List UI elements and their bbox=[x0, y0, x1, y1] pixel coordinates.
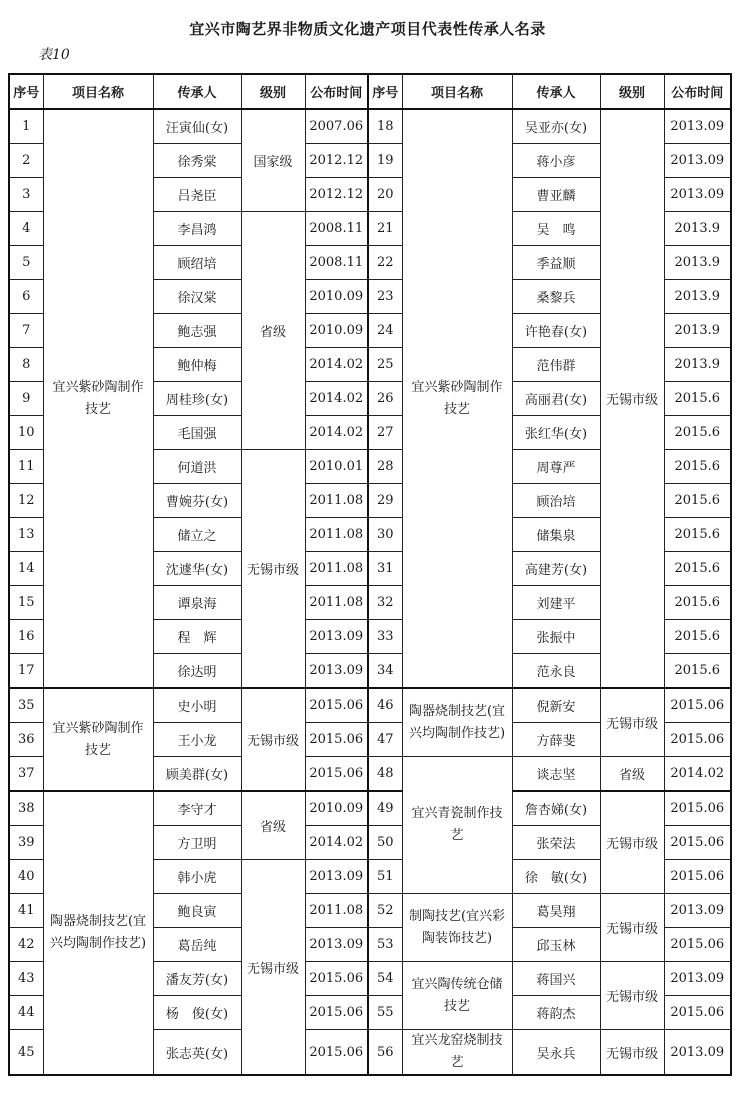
name-cell: 鲍仲梅 bbox=[153, 348, 241, 382]
name-cell: 杨 俊(女) bbox=[153, 996, 241, 1030]
date-cell: 2008.11 bbox=[305, 212, 368, 246]
date-cell: 2015.06 bbox=[305, 688, 368, 723]
name-cell: 季益顺 bbox=[512, 246, 600, 280]
date-cell: 2015.6 bbox=[664, 382, 731, 416]
date-cell: 2013.9 bbox=[664, 348, 731, 382]
table-row bbox=[9, 109, 731, 144]
date-cell: 2015.06 bbox=[305, 962, 368, 996]
index-cell: 19 bbox=[368, 144, 402, 178]
level-cell: 省级 bbox=[600, 757, 664, 792]
project-cell: 制陶技艺(宜兴彩陶装饰技艺) bbox=[402, 894, 512, 962]
index-cell: 8 bbox=[9, 348, 43, 382]
date-cell: 2010.01 bbox=[305, 450, 368, 484]
date-cell: 2011.08 bbox=[305, 518, 368, 552]
index-cell: 32 bbox=[368, 586, 402, 620]
date-cell: 2015.6 bbox=[664, 518, 731, 552]
header-cell: 传承人 bbox=[153, 74, 241, 109]
name-cell: 王小龙 bbox=[153, 723, 241, 757]
index-cell: 44 bbox=[9, 996, 43, 1030]
heritage-table bbox=[8, 73, 732, 1076]
date-cell: 2015.06 bbox=[305, 723, 368, 757]
name-cell: 谭泉海 bbox=[153, 586, 241, 620]
name-cell: 倪新安 bbox=[512, 688, 600, 723]
index-cell: 12 bbox=[9, 484, 43, 518]
date-cell: 2015.06 bbox=[664, 928, 731, 962]
name-cell: 顾绍培 bbox=[153, 246, 241, 280]
level-cell: 无锡市级 bbox=[241, 450, 305, 689]
date-cell: 2015.6 bbox=[664, 416, 731, 450]
index-cell: 29 bbox=[368, 484, 402, 518]
project-cell: 陶器烧制技艺(宜兴均陶制作技艺) bbox=[402, 688, 512, 757]
name-cell: 詹杏娣(女) bbox=[512, 791, 600, 826]
date-cell: 2011.08 bbox=[305, 894, 368, 928]
date-cell: 2013.09 bbox=[305, 928, 368, 962]
index-cell: 35 bbox=[9, 688, 43, 723]
date-cell: 2013.09 bbox=[305, 860, 368, 894]
name-cell: 谈志坚 bbox=[512, 757, 600, 792]
index-cell: 30 bbox=[368, 518, 402, 552]
level-cell: 无锡市级 bbox=[241, 860, 305, 1076]
name-cell: 汪寅仙(女) bbox=[153, 109, 241, 144]
index-cell: 22 bbox=[368, 246, 402, 280]
header-cell: 项目名称 bbox=[402, 74, 512, 109]
project-cell: 陶器烧制技艺(宜兴均陶制作技艺) bbox=[43, 791, 153, 1075]
index-cell: 24 bbox=[368, 314, 402, 348]
name-cell: 周桂珍(女) bbox=[153, 382, 241, 416]
level-cell: 无锡市级 bbox=[241, 688, 305, 791]
date-cell: 2015.06 bbox=[664, 860, 731, 894]
index-cell: 13 bbox=[9, 518, 43, 552]
index-cell: 3 bbox=[9, 178, 43, 212]
name-cell: 顾美群(女) bbox=[153, 757, 241, 792]
date-cell: 2013.09 bbox=[664, 894, 731, 928]
level-cell: 无锡市级 bbox=[600, 962, 664, 1030]
index-cell: 55 bbox=[368, 996, 402, 1030]
page-title: 宜兴市陶艺界非物质文化遗产项目代表性传承人名录 bbox=[189, 20, 546, 38]
name-cell: 曹婉芬(女) bbox=[153, 484, 241, 518]
header-cell: 项目名称 bbox=[43, 74, 153, 109]
index-cell: 27 bbox=[368, 416, 402, 450]
index-cell: 26 bbox=[368, 382, 402, 416]
level-cell: 省级 bbox=[241, 791, 305, 860]
header-cell: 级别 bbox=[600, 74, 664, 109]
level-cell: 无锡市级 bbox=[600, 791, 664, 894]
name-cell: 徐达明 bbox=[153, 654, 241, 689]
level-cell: 无锡市级 bbox=[600, 1030, 664, 1076]
name-cell: 储立之 bbox=[153, 518, 241, 552]
name-cell: 方卫明 bbox=[153, 826, 241, 860]
date-cell: 2011.08 bbox=[305, 586, 368, 620]
date-cell: 2013.9 bbox=[664, 246, 731, 280]
name-cell: 储集泉 bbox=[512, 518, 600, 552]
name-cell: 徐 敏(女) bbox=[512, 860, 600, 894]
date-cell: 2013.9 bbox=[664, 280, 731, 314]
name-cell: 李守才 bbox=[153, 791, 241, 826]
date-cell: 2014.02 bbox=[664, 757, 731, 792]
project-cell: 宜兴紫砂陶制作技艺 bbox=[402, 109, 512, 688]
index-cell: 46 bbox=[368, 688, 402, 723]
date-cell: 2015.6 bbox=[664, 620, 731, 654]
index-cell: 1 bbox=[9, 109, 43, 144]
index-cell: 54 bbox=[368, 962, 402, 996]
index-cell: 15 bbox=[9, 586, 43, 620]
level-cell: 无锡市级 bbox=[600, 688, 664, 757]
index-cell: 45 bbox=[9, 1030, 43, 1076]
index-cell: 7 bbox=[9, 314, 43, 348]
name-cell: 沈遽华(女) bbox=[153, 552, 241, 586]
index-cell: 28 bbox=[368, 450, 402, 484]
name-cell: 桑黎兵 bbox=[512, 280, 600, 314]
date-cell: 2014.02 bbox=[305, 826, 368, 860]
index-cell: 33 bbox=[368, 620, 402, 654]
index-cell: 2 bbox=[9, 144, 43, 178]
date-cell: 2012.12 bbox=[305, 178, 368, 212]
name-cell: 吴 鸣 bbox=[512, 212, 600, 246]
name-cell: 蒋国兴 bbox=[512, 962, 600, 996]
date-cell: 2015.6 bbox=[664, 484, 731, 518]
project-cell: 宜兴紫砂陶制作技艺 bbox=[43, 109, 153, 688]
date-cell: 2013.09 bbox=[664, 962, 731, 996]
header-cell: 公布时间 bbox=[305, 74, 368, 109]
date-cell: 2013.09 bbox=[664, 144, 731, 178]
date-cell: 2015.6 bbox=[664, 552, 731, 586]
level-cell: 无锡市级 bbox=[600, 109, 664, 688]
index-cell: 50 bbox=[368, 826, 402, 860]
date-cell: 2010.09 bbox=[305, 791, 368, 826]
index-cell: 31 bbox=[368, 552, 402, 586]
name-cell: 鲍志强 bbox=[153, 314, 241, 348]
index-cell: 14 bbox=[9, 552, 43, 586]
name-cell: 高丽君(女) bbox=[512, 382, 600, 416]
name-cell: 范伟群 bbox=[512, 348, 600, 382]
index-cell: 38 bbox=[9, 791, 43, 826]
name-cell: 鲍良寅 bbox=[153, 894, 241, 928]
name-cell: 蒋小彦 bbox=[512, 144, 600, 178]
index-cell: 40 bbox=[9, 860, 43, 894]
header-row bbox=[9, 74, 731, 109]
date-cell: 2015.6 bbox=[664, 450, 731, 484]
date-cell: 2012.12 bbox=[305, 144, 368, 178]
index-cell: 4 bbox=[9, 212, 43, 246]
date-cell: 2008.11 bbox=[305, 246, 368, 280]
index-cell: 9 bbox=[9, 382, 43, 416]
date-cell: 2015.6 bbox=[664, 586, 731, 620]
index-cell: 20 bbox=[368, 178, 402, 212]
name-cell: 吴永兵 bbox=[512, 1030, 600, 1076]
name-cell: 葛昊翔 bbox=[512, 894, 600, 928]
index-cell: 42 bbox=[9, 928, 43, 962]
index-cell: 53 bbox=[368, 928, 402, 962]
index-cell: 34 bbox=[368, 654, 402, 689]
name-cell: 程 辉 bbox=[153, 620, 241, 654]
name-cell: 吕尧臣 bbox=[153, 178, 241, 212]
name-cell: 邱玉林 bbox=[512, 928, 600, 962]
index-cell: 6 bbox=[9, 280, 43, 314]
date-cell: 2013.09 bbox=[664, 109, 731, 144]
level-cell: 无锡市级 bbox=[600, 894, 664, 962]
date-cell: 2014.02 bbox=[305, 382, 368, 416]
date-cell: 2013.09 bbox=[664, 178, 731, 212]
project-cell: 宜兴龙窑烧制技艺 bbox=[402, 1030, 512, 1076]
index-cell: 17 bbox=[9, 654, 43, 689]
name-cell: 毛国强 bbox=[153, 416, 241, 450]
index-cell: 43 bbox=[9, 962, 43, 996]
index-cell: 52 bbox=[368, 894, 402, 928]
table-label: 表10 bbox=[38, 47, 70, 63]
name-cell: 史小明 bbox=[153, 688, 241, 723]
date-cell: 2010.09 bbox=[305, 314, 368, 348]
date-cell: 2013.09 bbox=[664, 1030, 731, 1076]
date-cell: 2013.09 bbox=[305, 654, 368, 689]
header-cell: 序号 bbox=[9, 74, 43, 109]
date-cell: 2010.09 bbox=[305, 280, 368, 314]
index-cell: 37 bbox=[9, 757, 43, 792]
header-cell: 级别 bbox=[241, 74, 305, 109]
table-row bbox=[9, 688, 731, 723]
name-cell: 葛岳纯 bbox=[153, 928, 241, 962]
name-cell: 方薛斐 bbox=[512, 723, 600, 757]
index-cell: 56 bbox=[368, 1030, 402, 1076]
index-cell: 49 bbox=[368, 791, 402, 826]
index-cell: 23 bbox=[368, 280, 402, 314]
index-cell: 25 bbox=[368, 348, 402, 382]
date-cell: 2015.6 bbox=[664, 654, 731, 689]
date-cell: 2013.9 bbox=[664, 212, 731, 246]
project-cell: 宜兴紫砂陶制作技艺 bbox=[43, 688, 153, 791]
index-cell: 16 bbox=[9, 620, 43, 654]
date-cell: 2015.06 bbox=[664, 723, 731, 757]
name-cell: 韩小虎 bbox=[153, 860, 241, 894]
name-cell: 蒋韵杰 bbox=[512, 996, 600, 1030]
date-cell: 2014.02 bbox=[305, 416, 368, 450]
date-cell: 2014.02 bbox=[305, 348, 368, 382]
name-cell: 高建芳(女) bbox=[512, 552, 600, 586]
index-cell: 51 bbox=[368, 860, 402, 894]
name-cell: 徐秀棠 bbox=[153, 144, 241, 178]
index-cell: 39 bbox=[9, 826, 43, 860]
project-cell: 宜兴青瓷制作技艺 bbox=[402, 757, 512, 894]
index-cell: 10 bbox=[9, 416, 43, 450]
name-cell: 顾治培 bbox=[512, 484, 600, 518]
date-cell: 2015.06 bbox=[664, 996, 731, 1030]
name-cell: 周尊严 bbox=[512, 450, 600, 484]
name-cell: 何道洪 bbox=[153, 450, 241, 484]
name-cell: 张志英(女) bbox=[153, 1030, 241, 1076]
name-cell: 刘建平 bbox=[512, 586, 600, 620]
name-cell: 许艳春(女) bbox=[512, 314, 600, 348]
index-cell: 11 bbox=[9, 450, 43, 484]
header-cell: 传承人 bbox=[512, 74, 600, 109]
index-cell: 5 bbox=[9, 246, 43, 280]
index-cell: 48 bbox=[368, 757, 402, 792]
name-cell: 李昌鸿 bbox=[153, 212, 241, 246]
level-cell: 省级 bbox=[241, 212, 305, 450]
header-cell: 序号 bbox=[368, 74, 402, 109]
date-cell: 2011.08 bbox=[305, 484, 368, 518]
date-cell: 2007.06 bbox=[305, 109, 368, 144]
date-cell: 2011.08 bbox=[305, 552, 368, 586]
date-cell: 2015.06 bbox=[305, 1030, 368, 1076]
header-cell: 公布时间 bbox=[664, 74, 731, 109]
index-cell: 18 bbox=[368, 109, 402, 144]
date-cell: 2015.06 bbox=[664, 688, 731, 723]
index-cell: 47 bbox=[368, 723, 402, 757]
name-cell: 张振中 bbox=[512, 620, 600, 654]
index-cell: 41 bbox=[9, 894, 43, 928]
level-cell: 国家级 bbox=[241, 109, 305, 212]
date-cell: 2015.06 bbox=[664, 791, 731, 826]
name-cell: 徐汉棠 bbox=[153, 280, 241, 314]
name-cell: 张红华(女) bbox=[512, 416, 600, 450]
table-row bbox=[9, 791, 731, 826]
date-cell: 2015.06 bbox=[664, 826, 731, 860]
name-cell: 曹亚麟 bbox=[512, 178, 600, 212]
date-cell: 2015.06 bbox=[305, 757, 368, 792]
name-cell: 范永良 bbox=[512, 654, 600, 689]
date-cell: 2013.9 bbox=[664, 314, 731, 348]
index-cell: 36 bbox=[9, 723, 43, 757]
name-cell: 吴亚亦(女) bbox=[512, 109, 600, 144]
index-cell: 21 bbox=[368, 212, 402, 246]
project-cell: 宜兴陶传统仓储技艺 bbox=[402, 962, 512, 1030]
date-cell: 2015.06 bbox=[305, 996, 368, 1030]
name-cell: 张荣法 bbox=[512, 826, 600, 860]
date-cell: 2013.09 bbox=[305, 620, 368, 654]
name-cell: 潘友芳(女) bbox=[153, 962, 241, 996]
